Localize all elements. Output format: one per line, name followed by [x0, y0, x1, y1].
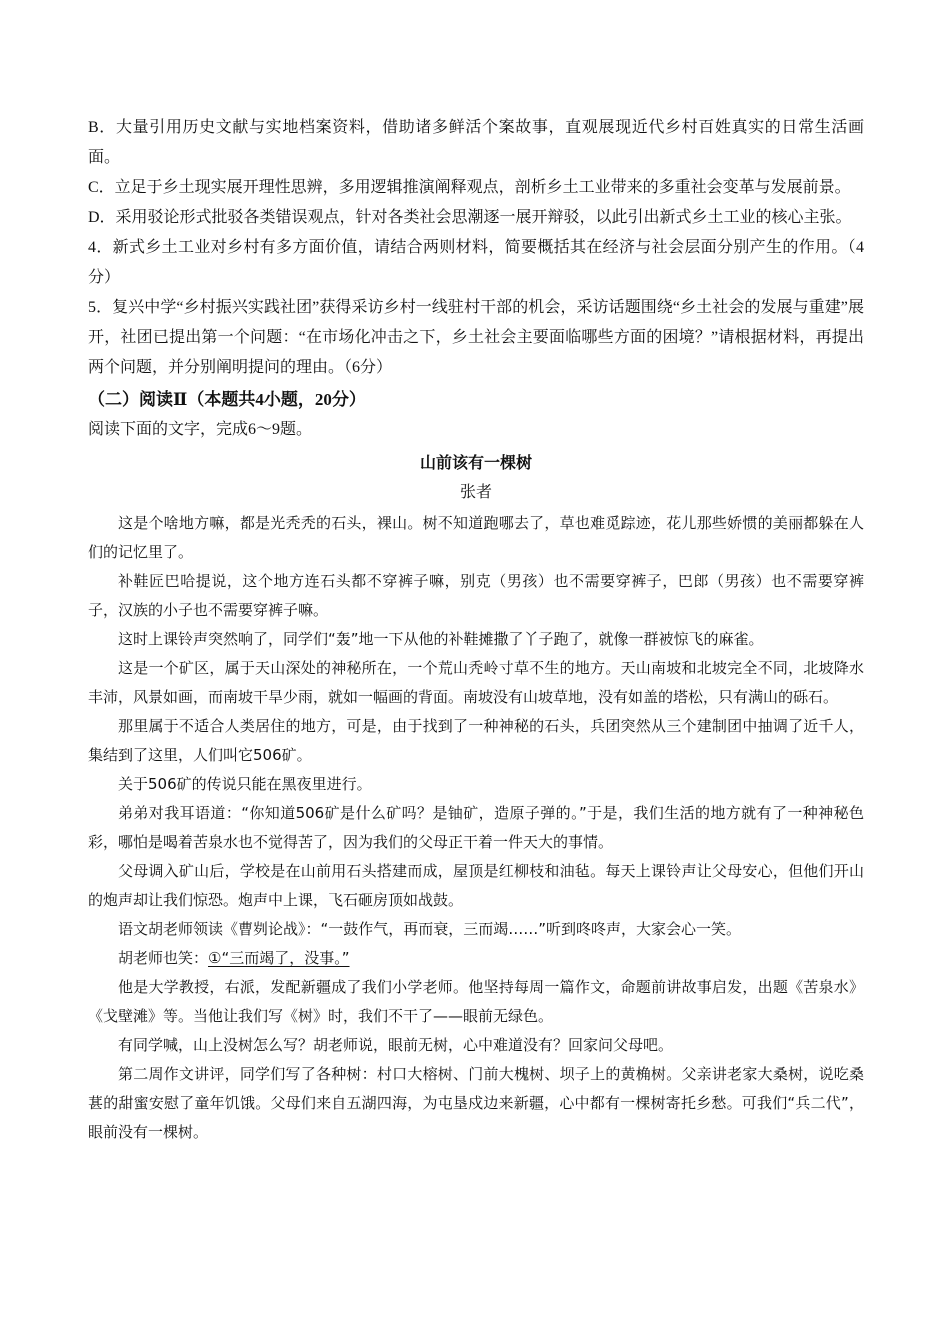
option-d: D．采用驳论形式批驳各类错误观点，针对各类社会思潮逐一展开辩驳，以此引出新式乡土工业的核心主张。 [88, 209, 852, 226]
option-b: B．大量引用历史文献与实地档案资料，借助诸多鲜活个案故事，直观展现近代乡村百姓真实的日常生活画面。 [88, 119, 864, 166]
passage-paragraph: 父母调入矿山后，学校是在山前用石头搭建而成，屋顶是红柳枝和油毡。每天上课铃声让父母安心，但他们开山的炮声却让我们惊恐。炮声中上课，飞石砸房顶如战鼓。 [88, 862, 864, 909]
passage-author: 张者 [459, 484, 492, 501]
passage-paragraph: 补鞋匠巴哈提说，这个地方连石头都不穿裤子嘛，别克（男孩）也不需要穿裤子，巴郎（男孩）也不需要穿裤子，汉族的小子也不需要穿裤子嘛。 [88, 572, 864, 619]
passage-title: 山前该有一棵树 [419, 455, 532, 472]
exam-page [88, 113, 864, 1147]
passage-paragraph: 这是个啥地方嘛，都是光秃秃的石头，裸山。树不知道跑哪去了，草也难觅踪迹，花儿那些娇惯的美丽都躲在人们的记忆里了。 [88, 514, 864, 561]
answer-options [88, 113, 864, 233]
passage-paragraph: 他是大学教授，右派，发配新疆成了我们小学老师。他坚持每周一篇作文，命题前讲故事启发，出题《苦泉水》《戈壁滩》等。当他让我们写《树》时，我们不干了——眼前无绿色。 [88, 978, 864, 1025]
passage-paragraph: 那里属于不适合人类居住的地方，可是，由于找到了一种神秘的石头，兵团突然从三个建制团中抽调了近千人，集结到了这里，人们叫它506矿。 [88, 717, 864, 764]
passage-paragraph: 这时上课铃声突然响了，同学们“轰”地一下从他的补鞋摊撒了丫子跑了，就像一群被惊飞的麻雀。 [118, 630, 764, 648]
underlined-sentence-1: ①“三而竭了，没事。” [208, 949, 350, 967]
question-4: 4．新式乡土工业对乡村有多方面价值，请结合两则材料，简要概括其在经济与社会层面分别产生的作用。（4分） [88, 239, 864, 286]
question-5: 5．复兴中学“乡村振兴实践社团”获得采访乡村一线驻村干部的机会，采访话题围绕“乡土社会的发展与重建”展开，社团已提出第一个问题：“在市场化冲击之下，乡土社会主要面临哪些方面的困境？”请根据材料，再提出两个问题，并分别阐明提问的理由。（6分） [88, 299, 864, 376]
questions [88, 233, 864, 383]
passage-paragraph: 有同学喊，山上没树怎么写？胡老师说，眼前无树，心中难道没有？回家问父母吧。 [118, 1036, 674, 1054]
section-instruction: 阅读下面的文字，完成6～9题。 [88, 421, 313, 438]
section-heading: （二）阅读Ⅱ（本题共4小题，20分） [88, 390, 366, 409]
paragraph-lead-text: 胡老师也笑： [118, 949, 209, 967]
passage-paragraph: 关于506矿的传说只能在黑夜里进行。 [118, 775, 372, 793]
option-c: C．立足于乡土现实展开理性思辨，多用逻辑推演阐释观点，剖析乡土工业带来的多重社会变革与发展前景。 [88, 179, 851, 196]
passage-paragraph: 第二周作文讲评，同学们写了各种树：村口大榕树、门前大槐树、坝子上的黄桷树。父亲讲老家大桑树，说吃桑葚的甜蜜安慰了童年饥饿。父母们来自五湖四海，为屯垦戍边来新疆，心中都有一棵树寄托乡愁。可我们“兵二代”，眼前没有一棵树。 [88, 1065, 864, 1141]
passage-paragraph [88, 944, 864, 973]
passage-paragraph: 这是一个矿区，属于天山深处的神秘所在，一个荒山秃岭寸草不生的地方。天山南坡和北坡完全不同，北坡降水丰沛，风景如画，而南坡干旱少雨，就如一幅画的背面。南坡没有山坡草地，没有如盖的塔松，只有满山的砾石。 [88, 659, 864, 706]
passage-paragraph: 语文胡老师领读《曹刿论战》：“一鼓作气，再而衰，三而竭……”听到咚咚声，大家会心一笑。 [118, 920, 742, 938]
passage-paragraph: 弟弟对我耳语道：“你知道506矿是什么矿吗？是铀矿，造原子弹的。”于是，我们生活的地方就有了一种神秘色彩，哪怕是喝着苦泉水也不觉得苦了，因为我们的父母正干着一件天大的事情。 [88, 804, 864, 851]
reading-passage [88, 449, 864, 1147]
